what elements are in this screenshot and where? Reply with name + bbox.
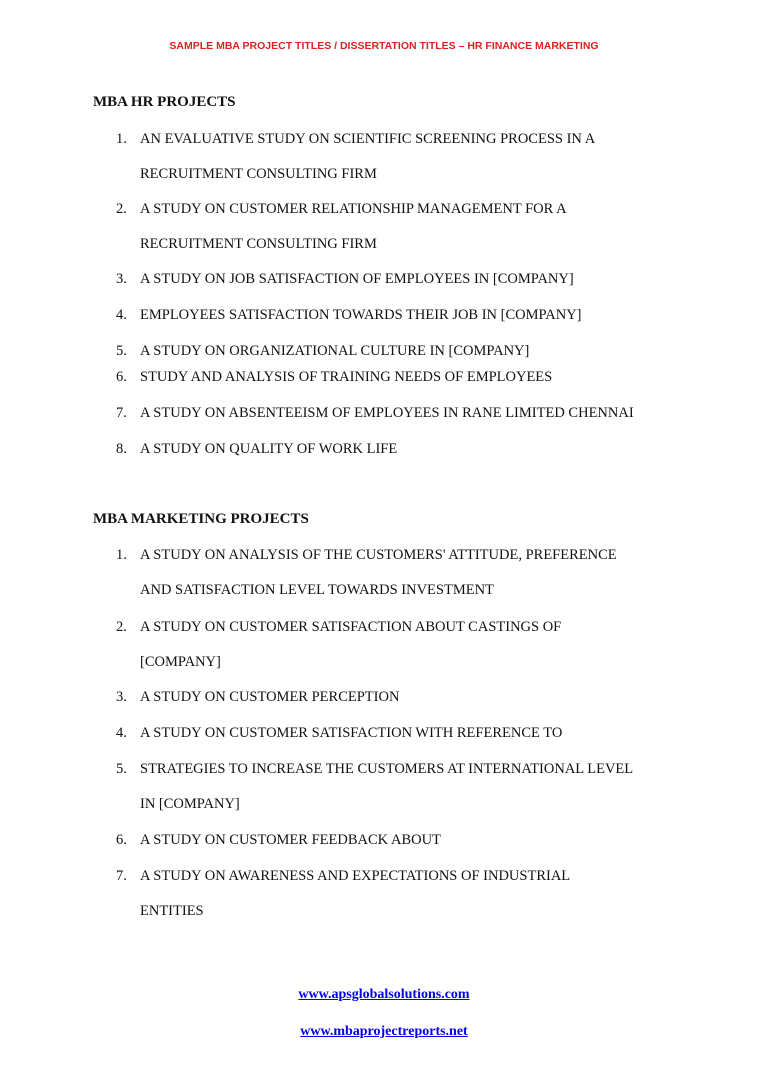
hr-item-number: 2. [116, 201, 127, 217]
marketing-item-number: 3. [116, 689, 127, 705]
hr-item-3 [116, 271, 574, 287]
hr-item-2-continuation: RECRUITMENT CONSULTING FIRM [140, 236, 377, 252]
hr-item-number: 4. [116, 307, 127, 323]
marketing-item-1-continuation: AND SATISFACTION LEVEL TOWARDS INVESTMENT [140, 582, 494, 598]
marketing-item-number: 7. [116, 868, 127, 884]
page-header-title: SAMPLE MBA PROJECT TITLES / DISSERTATION TITLES – HR FINANCE MARKETING [169, 40, 599, 52]
marketing-item-4 [116, 725, 562, 741]
marketing-item-6 [116, 832, 441, 848]
hr-item-text: STUDY AND ANALYSIS OF TRAINING NEEDS OF EMPLOYEES [140, 369, 553, 385]
hr-item-text: EMPLOYEES SATISFACTION TOWARDS THEIR JOB IN [COMPANY] [140, 307, 582, 323]
marketing-item-2-continuation: [COMPANY] [140, 654, 221, 670]
hr-item-6 [116, 369, 552, 385]
hr-item-number: 3. [116, 271, 127, 287]
marketing-item-text: A STUDY ON ANALYSIS OF THE CUSTOMERS' ATTITUDE, PREFERENCE [140, 547, 617, 563]
hr-item-number: 8. [116, 441, 127, 457]
marketing-item-7-continuation: ENTITIES [140, 903, 204, 919]
hr-item-number: 6. [116, 369, 127, 385]
hr-item-4 [116, 307, 582, 323]
marketing-item-number: 5. [116, 761, 127, 777]
marketing-item-text: A STUDY ON CUSTOMER SATISFACTION ABOUT CASTINGS OF [140, 619, 562, 635]
hr-item-5 [116, 343, 529, 359]
marketing-item-5-continuation: IN [COMPANY] [140, 796, 240, 812]
hr-item-number: 1. [116, 131, 127, 147]
marketing-item-number: 4. [116, 725, 127, 741]
footer-link-apsglobalsolutions[interactable]: www.apsglobalsolutions.com [298, 987, 470, 1002]
hr-item-1-continuation: RECRUITMENT CONSULTING FIRM [140, 166, 377, 182]
hr-item-text: A STUDY ON CUSTOMER RELATIONSHIP MANAGEMENT FOR A [140, 201, 567, 217]
hr-section-title: MBA HR PROJECTS [93, 94, 236, 110]
marketing-item-text: A STUDY ON CUSTOMER PERCEPTION [140, 689, 400, 705]
marketing-item-number: 2. [116, 619, 127, 635]
marketing-item-2 [116, 619, 561, 635]
hr-item-text: A STUDY ON QUALITY OF WORK LIFE [140, 441, 398, 457]
hr-item-8 [116, 441, 397, 457]
marketing-item-text: A STUDY ON AWARENESS AND EXPECTATIONS OF INDUSTRIAL [140, 868, 571, 884]
hr-item-1 [116, 131, 595, 147]
hr-item-number: 5. [116, 343, 127, 359]
marketing-section-title: MBA MARKETING PROJECTS [93, 511, 309, 527]
hr-item-2 [116, 201, 567, 217]
marketing-item-text: STRATEGIES TO INCREASE THE CUSTOMERS AT INTERNATIONAL LEVEL [140, 761, 634, 777]
marketing-item-number: 6. [116, 832, 127, 848]
hr-item-text: A STUDY ON ABSENTEEISM OF EMPLOYEES IN RANE LIMITED CHENNAI [140, 405, 634, 421]
hr-item-number: 7. [116, 405, 127, 421]
marketing-item-3 [116, 689, 399, 705]
marketing-item-1 [116, 547, 617, 563]
marketing-item-number: 1. [116, 547, 127, 563]
marketing-item-text: A STUDY ON CUSTOMER SATISFACTION WITH REFERENCE TO [140, 725, 563, 741]
hr-item-text: AN EVALUATIVE STUDY ON SCIENTIFIC SCREENING PROCESS IN A [140, 131, 596, 147]
marketing-item-text: A STUDY ON CUSTOMER FEEDBACK ABOUT [140, 832, 441, 848]
hr-item-text: A STUDY ON JOB SATISFACTION OF EMPLOYEES IN [COMPANY] [140, 271, 574, 287]
marketing-item-7 [116, 868, 570, 884]
hr-item-text: A STUDY ON ORGANIZATIONAL CULTURE IN [COMPANY] [140, 343, 530, 359]
footer-link-mbaprojectreports[interactable]: www.mbaprojectreports.net [300, 1024, 468, 1039]
marketing-item-5 [116, 761, 633, 777]
hr-item-7 [116, 405, 634, 421]
